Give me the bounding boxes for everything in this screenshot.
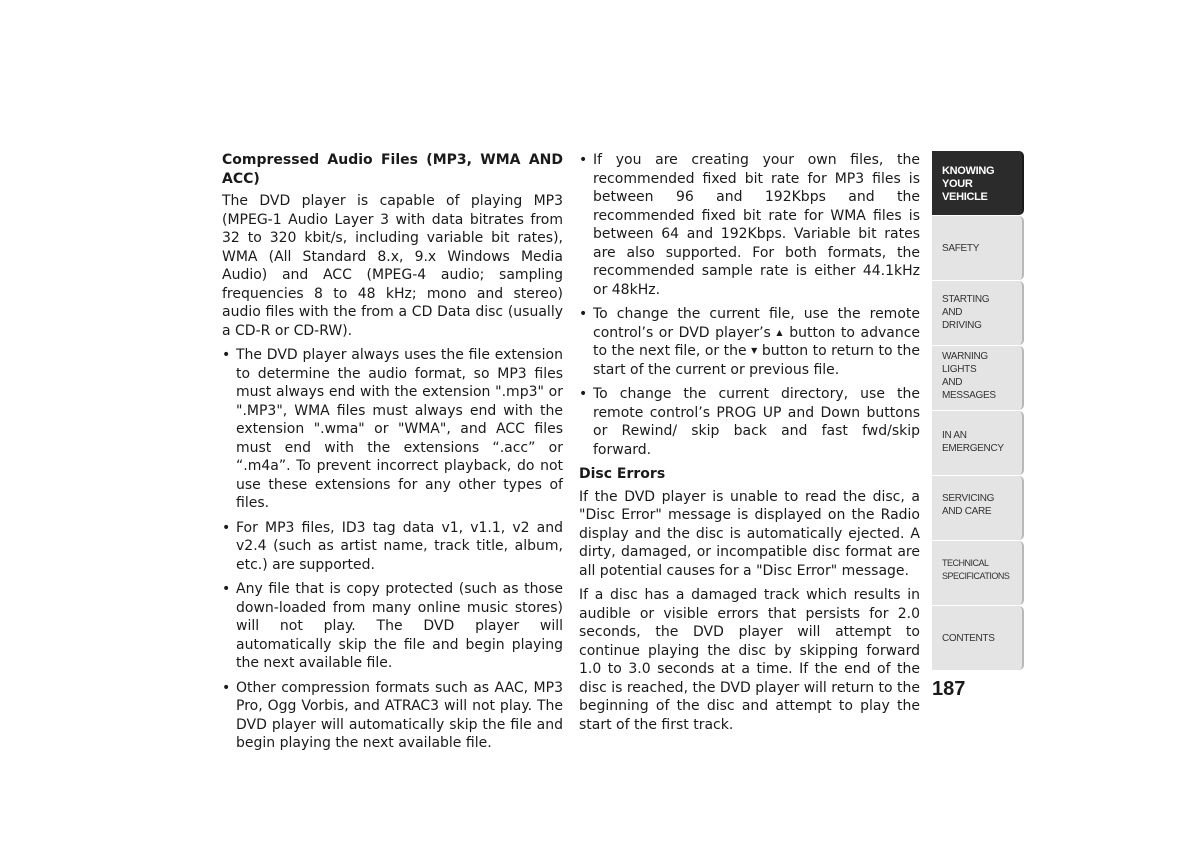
tab-label-line: KNOWING <box>942 165 995 177</box>
down-arrow-icon: ▼ <box>751 346 758 355</box>
tab-starting-and-driving[interactable] <box>932 281 1024 345</box>
list-item: • The DVD player always uses the file extension to determine the audio format, so MP3 files must always end with the extension ".mp3" or ".MP3", WMA files must always end with the extension ".wma" or "WMA", and ACC files must end with the extensions “.acc” or “.m4a”. To prevent incorrect playback, do not use these extensions for any other types of files. <box>222 346 563 513</box>
tab-in-an-emergency[interactable] <box>932 411 1024 475</box>
tab-technical-specifications[interactable] <box>932 541 1024 605</box>
tab-label-line: SPECIFICATIONS <box>942 571 1010 581</box>
bullet-text: button to advance to the next file, or the <box>593 324 921 359</box>
section-heading-compressed-audio: Compressed Audio Files (MP3, WMA AND ACC) <box>222 152 563 187</box>
up-arrow-icon: ▲ <box>776 327 784 337</box>
tab-label-line: AND <box>942 377 963 388</box>
bullet-list-left <box>222 346 563 753</box>
list-item: • Any file that is copy protected (such as those down-loaded from many online music stores) will not play. The DVD player will automatically skip the file and begin playing the next available file. <box>222 580 563 673</box>
tab-label-line: VEHICLE <box>942 191 988 203</box>
tab-label-line: TECHNICAL <box>942 558 989 568</box>
tab-label-line: YOUR <box>942 178 973 190</box>
tab-label-line: MESSAGES <box>942 390 996 401</box>
tab-safety[interactable] <box>932 216 1024 280</box>
section-heading-disc-errors: Disc Errors <box>579 466 666 482</box>
paragraph: If a disc has a damaged track which results in audible or visible errors that persists for 2.0 seconds, the DVD player will attempt to continue playing the disc by skipping forward 1.0 to 3.0 seconds at a time. If the end of the disc is reached, the DVD player will return to the beginning of the disc and attempt to play the start of the first track. <box>579 587 920 733</box>
page-number: 187 <box>932 678 966 700</box>
tab-label-line: DRIVING <box>942 320 982 331</box>
tab-knowing-your-vehicle[interactable] <box>932 151 1024 215</box>
tab-servicing-and-care[interactable] <box>932 476 1024 540</box>
bullet-list-right <box>579 151 920 459</box>
tab-label-line: CONTENTS <box>942 632 995 644</box>
tab-label-line: SAFETY <box>942 242 980 254</box>
tab-label-line: AND CARE <box>942 506 992 517</box>
tab-warning-lights-and-messages[interactable] <box>932 346 1024 410</box>
tab-label-line: STARTING <box>942 294 990 305</box>
tab-label-line: WARNING <box>942 351 988 362</box>
left-column <box>222 151 563 759</box>
tab-label-line: IN AN <box>942 430 967 441</box>
list-item: • To change the current directory, use the remote control’s PROG UP and Down buttons or Rewind/ skip back and fast fwd/skip forward. <box>579 385 920 459</box>
list-item: • Other compression formats such as AAC, MP3 Pro, Ogg Vorbis, and ATRAC3 will not play. The DVD player will automatically skip the file and begin playing the next available file. <box>222 679 563 753</box>
tab-label-line: EMERGENCY <box>942 443 1004 454</box>
tab-label-line: AND <box>942 307 963 318</box>
bullet-text: button to return to the start of the current or previous file. <box>593 343 921 378</box>
list-item: • For MP3 files, ID3 tag data v1, v1.1, v2 and v2.4 (such as artist name, track title, album, etc.) are supported. <box>222 519 563 575</box>
paragraph: If the DVD player is unable to read the disc, a "Disc Error" message is displayed on the Radio display and the disc is automatically ejected. A dirty, damaged, or incompatible disc format are all potential causes for a "Disc Error" message. <box>579 488 920 579</box>
list-item: • If you are creating your own files, the recommended fixed bit rate for MP3 files is between 96 and 192Kbps and the recommended fixed bit rate for WMA files is between 64 and 192Kbps. Variable bit rates are also supported. For both formats, the recommended sample rate is either 44.1kHz or 48kHz. <box>579 151 920 299</box>
right-column <box>579 151 920 740</box>
chapter-tabs <box>932 151 1024 671</box>
intro-paragraph: The DVD player is capable of playing MP3 (MPEG-1 Audio Layer 3 with data bitrates from 32 to 320 kbit/s, including variable bit rates), WMA (All Standard 8.x, 9.x Windows Media Audio) and ACC (MPEG-4 audio; sampling frequencies 8 to 48 kHz; mono and stereo) audio files with the from a CD Data disc (usually a CD-R or CD-RW). <box>222 193 563 339</box>
tab-label-line: SERVICING <box>942 493 995 504</box>
list-item <box>579 305 920 379</box>
tab-label-line: LIGHTS <box>942 364 977 375</box>
tab-contents[interactable] <box>932 606 1024 670</box>
bullet-text: To change the current file, use the remote control’s or DVD player’s <box>593 306 920 341</box>
